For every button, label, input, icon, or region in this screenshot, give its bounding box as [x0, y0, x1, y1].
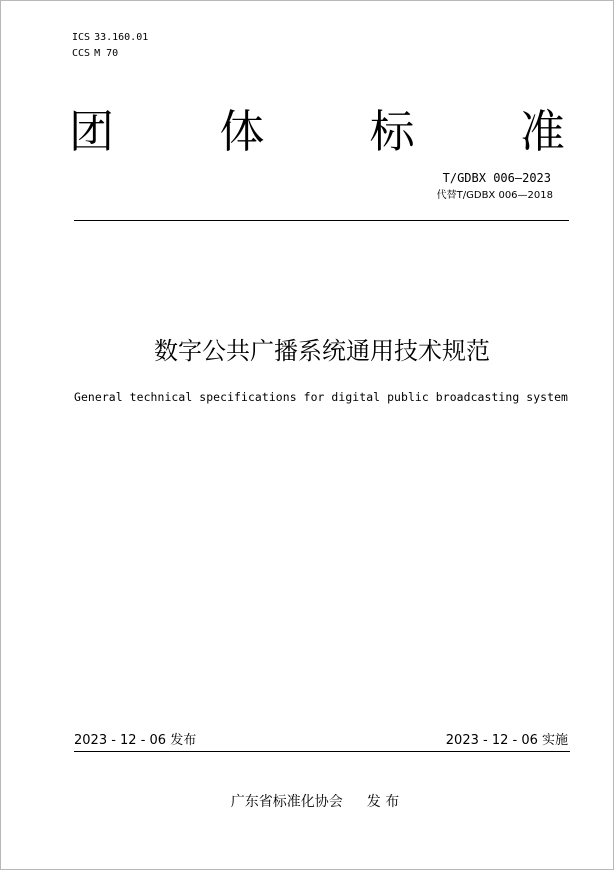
- standard-number: T/GDBX 006—2023: [442, 171, 551, 185]
- ics-label: ICS: [72, 32, 91, 43]
- ccs-code: [72, 48, 118, 60]
- heading-char: 团: [69, 105, 115, 158]
- document-title-english: General technical specifications for digital public broadcasting system: [74, 390, 568, 404]
- release-date: 2023 - 12 - 06 发布: [74, 733, 197, 748]
- top-divider: [74, 220, 569, 221]
- ics-code: [72, 32, 148, 44]
- implementation-date: 2023 - 12 - 06 实施: [445, 733, 568, 748]
- ics-value: 33.160.01: [94, 32, 149, 43]
- heading-char: 体: [219, 105, 265, 158]
- publisher-name: 广东省标准化协会: [230, 794, 343, 810]
- heading-char: 准: [519, 105, 565, 158]
- standard-type-heading: [69, 105, 565, 159]
- publish-action: 发 布: [366, 794, 400, 810]
- publisher-line: [1, 792, 614, 812]
- bottom-divider: [74, 751, 570, 752]
- heading-char: 标: [369, 105, 415, 158]
- ccs-label: CCS: [72, 48, 91, 59]
- replaces-standard: 代替T/GDBX 006—2018: [436, 190, 553, 201]
- document-title-chinese: 数字公共广播系统通用技术规范: [154, 337, 490, 365]
- ccs-value: M 70: [94, 48, 119, 59]
